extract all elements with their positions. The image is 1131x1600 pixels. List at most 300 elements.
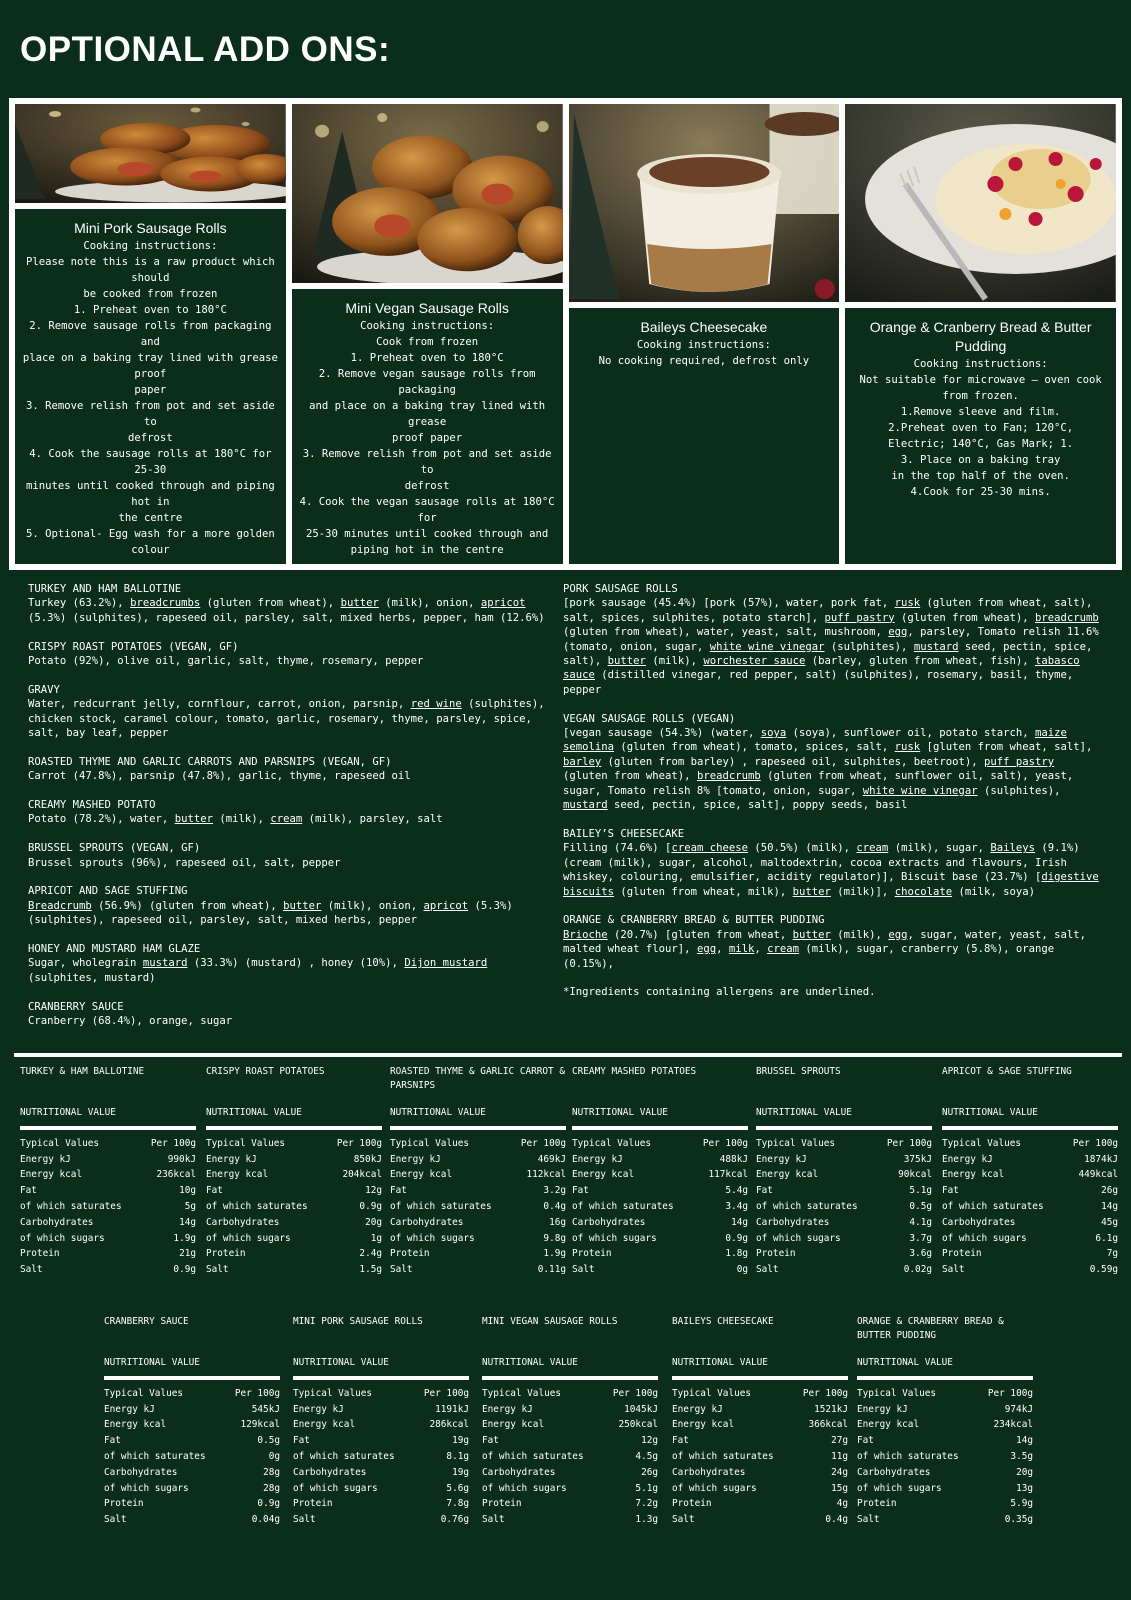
instruction-line: 2. Remove vegan sausage rolls from packaging — [318, 368, 542, 396]
cheesecake-photo — [569, 104, 840, 302]
nutrition-product-name: BAILEYS CHEESECAKE — [672, 1316, 774, 1327]
nutrition-card — [20, 1065, 196, 1278]
table-row — [672, 1496, 848, 1512]
nutrient-value: 90kcal — [898, 1169, 932, 1181]
nutrient-value: 14g — [1101, 1200, 1118, 1212]
nutrition-bar — [857, 1376, 1033, 1380]
header-right: Per 100g — [702, 1137, 748, 1149]
nutrient-value: 0g — [736, 1264, 748, 1276]
ingredient-heading: VEGAN SAUSAGE ROLLS (VEGAN) — [563, 712, 736, 725]
nutrition-product-name: MINI VEGAN SAUSAGE ROLLS — [482, 1316, 618, 1327]
nutrient-value: 112kcal — [526, 1169, 566, 1181]
nutrition-section-label: NUTRITIONAL VALUE — [756, 1107, 852, 1118]
header-left: Typical Values — [206, 1137, 286, 1149]
product-card — [569, 104, 840, 564]
table-row — [206, 1231, 382, 1247]
nutrient-label: Fat — [672, 1435, 689, 1447]
nutrition-table — [390, 1136, 566, 1278]
instruction-line: from frozen. — [942, 390, 1019, 402]
table-row — [104, 1386, 280, 1402]
nutrient-label: of which saturates — [293, 1450, 395, 1462]
nutrient-label: Fat — [482, 1435, 499, 1447]
nutrition-product-name: ORANGE & CRANBERRY BREAD & BUTTER PUDDING — [857, 1316, 1004, 1341]
table-row — [390, 1167, 566, 1183]
nutrient-value: 16g — [549, 1216, 566, 1228]
nutrient-value: 15g — [831, 1482, 848, 1494]
ingredients-left-column — [28, 582, 558, 1043]
instruction-line: the centre — [118, 512, 183, 524]
nutrient-value: 0.04g — [251, 1514, 280, 1526]
table-row — [293, 1386, 469, 1402]
nutrient-value: 0.5g — [909, 1200, 932, 1212]
nutrient-label: Energy kJ — [942, 1153, 993, 1165]
nutrition-product-name: APRICOT & SAGE STUFFING — [942, 1066, 1072, 1077]
ingredient-heading: GRAVY — [28, 683, 60, 696]
instruction-line: defrost — [128, 432, 173, 444]
table-row — [672, 1481, 848, 1497]
ingredient-text: Breadcrumb (56.9%) (gluten from wheat), butter (milk), onion, apricot (5.3%) (sulphites), rapeseed oil, parsley, salt, mixed herbs, pepper — [28, 899, 513, 927]
ingredient-text: Turkey (63.2%), breadcrumbs (gluten from wheat), butter (milk), onion, apricot (5.3%) (sulphites), rapeseed oil, parsley, salt, mixed herbs, pepper, ham (12.6%) — [28, 597, 545, 624]
nutrient-label: of which saturates — [482, 1450, 584, 1462]
ingredient-block — [563, 827, 1103, 899]
nutrition-product-name: TURKEY & HAM BALLOTINE — [20, 1066, 145, 1077]
table-row — [572, 1231, 748, 1247]
instruction-line: 4.Cook for 25-30 mins. — [910, 486, 1051, 498]
header-right: Per 100g — [520, 1137, 566, 1149]
nutrition-bar — [206, 1126, 382, 1130]
header-left: Typical Values — [672, 1387, 752, 1399]
header-left: Typical Values — [942, 1137, 1022, 1149]
nutrient-value: 20g — [1016, 1466, 1033, 1478]
instruction-line: Cooking instructions: — [360, 320, 495, 332]
table-row — [857, 1496, 1033, 1512]
nutrient-value: 234kcal — [993, 1419, 1033, 1431]
nutrition-product-name: MINI PORK SAUSAGE ROLLS — [293, 1316, 423, 1327]
section-divider — [14, 1053, 1122, 1057]
table-row — [20, 1246, 196, 1262]
product-name: Mini Pork Sausage Rolls — [74, 220, 227, 236]
instruction-line: Cooking instructions: — [83, 240, 218, 252]
table-row — [756, 1136, 932, 1152]
nutrient-value: 1.8g — [725, 1248, 748, 1260]
nutrient-value: 19g — [452, 1466, 469, 1478]
nutrient-value: 1045kJ — [624, 1403, 658, 1415]
nutrient-label: Salt — [293, 1514, 316, 1526]
nutrition-bar — [672, 1376, 848, 1380]
nutrient-value: 117kcal — [708, 1169, 748, 1181]
product-card — [15, 104, 286, 564]
nutrition-section-label: NUTRITIONAL VALUE — [206, 1107, 302, 1118]
table-row — [20, 1183, 196, 1199]
table-row — [104, 1417, 280, 1433]
nutrient-label: of which saturates — [104, 1450, 206, 1462]
table-row — [572, 1199, 748, 1215]
ingredient-block — [28, 942, 558, 985]
table-row — [482, 1512, 658, 1528]
nutrient-value: 5.1g — [635, 1482, 658, 1494]
nutrient-value: 469kJ — [537, 1153, 566, 1165]
bread-butter-pudding-photo — [845, 104, 1116, 302]
nutrition-bar — [390, 1126, 566, 1130]
product-name: Mini Vegan Sausage Rolls — [345, 300, 509, 316]
nutrition-card — [206, 1065, 382, 1278]
table-row — [390, 1262, 566, 1278]
table-row — [482, 1481, 658, 1497]
vegan-sausage-rolls-photo — [292, 104, 563, 283]
nutrient-label: Energy kJ — [293, 1403, 344, 1415]
nutrition-card — [672, 1315, 848, 1528]
ingredient-text: Sugar, wholegrain mustard (33.3%) (mustard) , honey (10%), Dijon mustard (sulphites, mustard) — [28, 957, 488, 984]
cooking-instructions — [298, 318, 562, 558]
table-row — [756, 1246, 932, 1262]
nutrient-label: of which sugars — [206, 1232, 291, 1244]
instruction-line: 3. Remove relish from pot and set aside to — [26, 400, 282, 428]
nutrition-card — [293, 1315, 469, 1528]
nutrient-value: 0.9g — [173, 1264, 196, 1276]
product-description — [845, 308, 1116, 564]
nutrient-label: Protein — [206, 1248, 246, 1260]
nutrient-value: 1521kJ — [814, 1403, 848, 1415]
instruction-line: 25-30 minutes until cooked through and — [305, 528, 549, 540]
product-description — [569, 308, 840, 564]
table-row — [293, 1433, 469, 1449]
nutrition-section-label: NUTRITIONAL VALUE — [20, 1107, 116, 1118]
nutrition-bar — [572, 1126, 748, 1130]
table-row — [672, 1512, 848, 1528]
nutrient-label: Salt — [206, 1264, 229, 1276]
ingredient-block — [563, 582, 1103, 697]
nutrient-label: of which sugars — [20, 1232, 105, 1244]
table-row — [390, 1215, 566, 1231]
nutrient-value: 20g — [365, 1216, 382, 1228]
table-row — [572, 1246, 748, 1262]
table-row — [206, 1215, 382, 1231]
nutrient-label: Salt — [104, 1514, 127, 1526]
header-left: Typical Values — [104, 1387, 184, 1399]
nutrient-value: 0.76g — [440, 1514, 469, 1526]
instruction-line: 4. Cook the sausage rolls at 180°C for 25-30 — [29, 448, 278, 476]
nutrient-value: 12g — [641, 1435, 658, 1447]
nutrient-label: Salt — [756, 1264, 779, 1276]
table-row — [206, 1136, 382, 1152]
nutrition-table — [672, 1386, 848, 1528]
table-row — [482, 1496, 658, 1512]
nutrient-label: Carbohydrates — [942, 1216, 1016, 1228]
nutrient-value: 9.8g — [543, 1232, 566, 1244]
instruction-line: paper — [134, 384, 167, 396]
header-right: Per 100g — [150, 1137, 196, 1149]
nutrient-value: 0.11g — [537, 1264, 566, 1276]
nutrient-label: Energy kcal — [293, 1419, 356, 1431]
nutrient-label: of which sugars — [672, 1482, 757, 1494]
table-row — [390, 1136, 566, 1152]
table-row — [857, 1481, 1033, 1497]
nutrient-value: 0g — [268, 1450, 280, 1462]
instruction-line: in the top half of the oven. — [891, 470, 1070, 482]
table-row — [942, 1136, 1118, 1152]
nutrition-section-label: NUTRITIONAL VALUE — [293, 1357, 389, 1368]
nutrient-value: 13g — [1016, 1482, 1033, 1494]
nutrient-value: 28g — [263, 1466, 280, 1478]
table-row — [756, 1183, 932, 1199]
nutrient-value: 0.9g — [257, 1498, 280, 1510]
ingredient-heading: ORANGE & CRANBERRY BREAD & BUTTER PUDDING — [563, 914, 825, 927]
table-row — [572, 1152, 748, 1168]
nutrient-value: 974kJ — [1004, 1403, 1033, 1415]
nutrition-table — [857, 1386, 1033, 1528]
table-row — [206, 1199, 382, 1215]
nutrient-label: Protein — [672, 1498, 712, 1510]
ingredient-text: Filling (74.6%) [cream cheese (50.5%) (milk), cream (milk), sugar, Baileys (9.1%) (cream (milk), sugar, alcohol, maltodextrin, cocoa extracts and flavours, Irish whiskey, colouring, emulsifier, acidity regulator)], Biscuit base (23.7%) [digestive biscuits (gluten from wheat, milk), butter (milk)], chocolate (milk, soya) — [563, 842, 1099, 898]
table-row — [572, 1136, 748, 1152]
table-row — [857, 1465, 1033, 1481]
nutrition-card — [857, 1315, 1033, 1528]
ingredient-heading: BAILEY’S CHEESECAKE — [563, 827, 685, 840]
product-description — [15, 209, 286, 564]
nutrient-value: 4g — [836, 1498, 848, 1510]
table-row — [857, 1417, 1033, 1433]
nutrition-product-name: CRISPY ROAST POTATOES — [206, 1066, 325, 1077]
nutrient-value: 3.6g — [909, 1248, 932, 1260]
nutrient-value: 488kJ — [719, 1153, 748, 1165]
nutrient-label: Salt — [390, 1264, 413, 1276]
header-left: Typical Values — [857, 1387, 937, 1399]
instruction-line: No cooking required, defrost only — [598, 355, 810, 367]
nutrition-section-label: NUTRITIONAL VALUE — [390, 1107, 486, 1118]
nutrient-value: 0.9g — [359, 1200, 382, 1212]
instruction-line: Electric; 140°C, Gas Mark; 1. — [888, 438, 1074, 450]
nutrient-label: Energy kJ — [756, 1153, 807, 1165]
nutrient-value: 850kJ — [353, 1153, 382, 1165]
nutrient-value: 1.9g — [543, 1248, 566, 1260]
nutrient-value: 0.59g — [1089, 1264, 1118, 1276]
table-row — [104, 1465, 280, 1481]
ingredient-heading: CREAMY MASHED POTATO — [28, 799, 156, 812]
instruction-line: 4. Cook the vegan sausage rolls at 180°C for — [299, 496, 562, 524]
product-name: Baileys Cheesecake — [640, 319, 768, 335]
nutrient-value: 4.5g — [635, 1450, 658, 1462]
nutrition-section-label: NUTRITIONAL VALUE — [104, 1357, 200, 1368]
ingredient-heading: ROASTED THYME AND GARLIC CARROTS AND PARSNIPS (VEGAN, GF) — [28, 755, 392, 768]
cooking-instructions — [575, 337, 834, 369]
nutrient-value: 545kJ — [251, 1403, 280, 1415]
instruction-line: Cooking instructions: — [636, 339, 771, 351]
nutrient-label: Salt — [672, 1514, 695, 1526]
table-row — [756, 1215, 932, 1231]
ingredient-block — [28, 841, 558, 870]
nutrient-value: 5.6g — [446, 1482, 469, 1494]
nutrient-label: Fat — [857, 1435, 874, 1447]
nutrition-product-name: CREAMY MASHED POTATOES — [572, 1066, 697, 1077]
nutrition-section-label: NUTRITIONAL VALUE — [482, 1357, 578, 1368]
nutrition-table — [572, 1136, 748, 1278]
ingredient-block — [28, 1000, 558, 1029]
nutrient-value: 3.4g — [725, 1200, 748, 1212]
nutrient-value: 8.1g — [446, 1450, 469, 1462]
allergen-footnote: *Ingredients containing allergens are underlined. — [563, 986, 876, 999]
nutrient-label: of which sugars — [857, 1482, 942, 1494]
table-row — [20, 1262, 196, 1278]
table-row — [293, 1417, 469, 1433]
nutrient-label: Energy kcal — [572, 1169, 635, 1181]
nutrient-label: Fat — [104, 1435, 121, 1447]
nutrient-value: 5.4g — [725, 1185, 748, 1197]
nutrient-label: Carbohydrates — [293, 1466, 367, 1478]
nutrient-value: 2.4g — [359, 1248, 382, 1260]
nutrient-label: Energy kJ — [206, 1153, 257, 1165]
nutrient-label: Fat — [572, 1185, 589, 1197]
nutrition-card — [756, 1065, 932, 1278]
nutrient-value: 129kcal — [240, 1419, 280, 1431]
table-row — [572, 1215, 748, 1231]
nutrition-table — [206, 1136, 382, 1278]
nutrient-label: Energy kcal — [942, 1169, 1005, 1181]
ingredient-block — [563, 712, 1103, 813]
header-right: Per 100g — [987, 1387, 1033, 1399]
sausage-rolls-photo — [15, 104, 286, 203]
instruction-line: and place on a baking tray lined with grease — [309, 400, 552, 428]
nutrient-label: of which saturates — [20, 1200, 122, 1212]
table-row — [756, 1167, 932, 1183]
table-row — [482, 1386, 658, 1402]
nutrient-value: 45g — [1101, 1216, 1118, 1228]
nutrient-label: Protein — [20, 1248, 60, 1260]
ingredient-text: Potato (78.2%), water, butter (milk), cream (milk), parsley, salt — [28, 813, 443, 826]
ingredient-heading: CRANBERRY SAUCE — [28, 1000, 124, 1013]
table-row — [20, 1152, 196, 1168]
table-row — [390, 1231, 566, 1247]
table-row — [206, 1262, 382, 1278]
table-row — [756, 1231, 932, 1247]
table-row — [756, 1199, 932, 1215]
table-row — [756, 1152, 932, 1168]
ingredient-text: Brioche (20.7%) [gluten from wheat, butter (milk), egg, sugar, water, yeast, salt, malted wheat flour], egg, milk, cream (milk), sugar, cranberry (5.8%), orange (0.15%), — [563, 928, 1087, 970]
table-row — [482, 1449, 658, 1465]
nutrient-label: Carbohydrates — [572, 1216, 646, 1228]
ingredient-heading: HONEY AND MUSTARD HAM GLAZE — [28, 943, 201, 956]
table-row — [206, 1183, 382, 1199]
header-left: Typical Values — [20, 1137, 100, 1149]
nutrition-bar — [756, 1126, 932, 1130]
nutrition-section-label: NUTRITIONAL VALUE — [672, 1357, 768, 1368]
nutrient-label: of which saturates — [857, 1450, 959, 1462]
ingredient-text: Brussel sprouts (96%), rapeseed oil, salt, pepper — [28, 856, 341, 869]
nutrient-label: of which saturates — [206, 1200, 308, 1212]
nutrient-value: 1.5g — [359, 1264, 382, 1276]
ingredient-text: Cranberry (68.4%), orange, sugar — [28, 1015, 233, 1028]
nutrient-value: 4.1g — [909, 1216, 932, 1228]
nutrient-label: Carbohydrates — [206, 1216, 280, 1228]
nutrient-label: of which sugars — [942, 1232, 1027, 1244]
product-card — [845, 104, 1116, 564]
product-name: Orange & Cranberry Bread & Butter Pudding — [869, 319, 1092, 354]
nutrient-label: Energy kcal — [672, 1419, 735, 1431]
header-right: Per 100g — [886, 1137, 932, 1149]
nutrient-value: 14g — [179, 1216, 196, 1228]
table-row — [20, 1215, 196, 1231]
nutrient-label: of which saturates — [756, 1200, 858, 1212]
table-row — [572, 1167, 748, 1183]
nutrient-label: Carbohydrates — [482, 1466, 556, 1478]
ingredient-heading: TURKEY AND HAM BALLOTINE — [28, 583, 182, 595]
instruction-line: defrost — [404, 480, 450, 492]
nutrient-value: 7.8g — [446, 1498, 469, 1510]
table-row — [482, 1465, 658, 1481]
nutrient-label: Carbohydrates — [756, 1216, 830, 1228]
nutrition-section-label: NUTRITIONAL VALUE — [572, 1107, 668, 1118]
table-row — [857, 1386, 1033, 1402]
table-row — [942, 1199, 1118, 1215]
header-left: Typical Values — [390, 1137, 470, 1149]
table-row — [293, 1449, 469, 1465]
nutrient-label: Salt — [20, 1264, 43, 1276]
ingredient-text: [pork sausage (45.4%) [pork (57%), water, pork fat, rusk (gluten from wheat, salt), salt, spices, sulphites, potato starch], puff pastry (gluten from wheat), breadcrumb (gluten from wheat), water, yeast, salt, mushroom, egg, parsley, Tomato relish 11.6% (tomato, onion, sugar, white wine vinegar (sulphites), mustard seed, pectin, spice, salt), butter (milk), worchester sauce (barley, gluten from wheat, fish), tabasco sauce (distilled vinegar, red pepper, salt) (sulphites), rosemary, basil, thyme, pepper — [563, 597, 1099, 696]
instruction-line: 1. Preheat oven to 180°C — [350, 352, 504, 364]
table-row — [572, 1262, 748, 1278]
nutrient-value: 204kcal — [342, 1169, 382, 1181]
nutrient-label: Energy kcal — [482, 1419, 545, 1431]
instruction-line: 3. Place on a baking tray — [900, 454, 1061, 466]
instruction-line: 3. Remove relish from pot and set aside to — [302, 448, 558, 476]
nutrient-label: Salt — [857, 1514, 880, 1526]
nutrient-value: 366kcal — [808, 1419, 848, 1431]
nutrition-card — [942, 1065, 1118, 1278]
table-row — [20, 1167, 196, 1183]
nutrient-label: Energy kJ — [672, 1403, 723, 1415]
nutrient-value: 26g — [641, 1466, 658, 1478]
nutrient-label: of which saturates — [572, 1200, 674, 1212]
nutrient-value: 1191kJ — [435, 1403, 469, 1415]
header-left: Typical Values — [756, 1137, 836, 1149]
table-row — [390, 1246, 566, 1262]
nutrient-label: Energy kcal — [104, 1419, 167, 1431]
nutrition-card — [104, 1315, 280, 1528]
nutrient-label: Protein — [857, 1498, 897, 1510]
nutrient-value: 28g — [263, 1482, 280, 1494]
nutrient-value: 11g — [831, 1450, 848, 1462]
table-row — [390, 1183, 566, 1199]
nutrient-value: 3.2g — [543, 1185, 566, 1197]
nutrient-label: Salt — [482, 1514, 505, 1526]
nutrient-value: 0.5g — [257, 1435, 280, 1447]
nutrient-value: 286kcal — [429, 1419, 469, 1431]
ingredient-heading: BRUSSEL SPROUTS (VEGAN, GF) — [28, 842, 201, 855]
nutrient-label: of which sugars — [482, 1482, 567, 1494]
nutrition-card — [482, 1315, 658, 1528]
nutrient-value: 14g — [1016, 1435, 1033, 1447]
cooking-instructions — [21, 238, 285, 558]
ingredient-text: Carrot (47.8%), parsnip (47.8%), garlic, thyme, rapeseed oil — [28, 770, 411, 783]
table-row — [482, 1417, 658, 1433]
instruction-line: minutes until cooked through and piping hot in — [26, 480, 282, 508]
nutrient-label: Protein — [756, 1248, 796, 1260]
nutrient-label: Salt — [942, 1264, 965, 1276]
nutrient-value: 1874kJ — [1084, 1153, 1118, 1165]
nutrient-label: Energy kcal — [390, 1169, 453, 1181]
instruction-line: Cooking instructions: — [913, 358, 1048, 370]
nutrient-value: 27g — [831, 1435, 848, 1447]
nutrient-label: Energy kcal — [20, 1169, 83, 1181]
ingredient-block — [28, 582, 558, 625]
table-row — [857, 1433, 1033, 1449]
page-title: OPTIONAL ADD ONS: — [20, 30, 391, 69]
header-right: Per 100g — [1072, 1137, 1118, 1149]
instruction-line: Not suitable for microwave – oven cook — [859, 374, 1102, 386]
nutrient-value: 3.7g — [909, 1232, 932, 1244]
nutrition-table — [20, 1136, 196, 1278]
ingredient-text: [vegan sausage (54.3%) (water, soya (soya), sunflower oil, potato starch, maize semolina (gluten from wheat), tomato, spices, salt, rusk [gluten from wheat, salt], barley (gluten from barley) , rapeseed oil, sulphites, beetroot), puff pastry (gluten from wheat), breadcrumb (gluten from wheat, sunflower oil, salt), yeast, sugar, Tomato relish 8% [tomato, onion, sugar, white wine vinegar (sulphites), mustard seed, pectin, spice, salt], poppy seeds, basil — [563, 727, 1093, 812]
instruction-line: 5. Optional- Egg wash for a more golden colour — [26, 528, 282, 556]
